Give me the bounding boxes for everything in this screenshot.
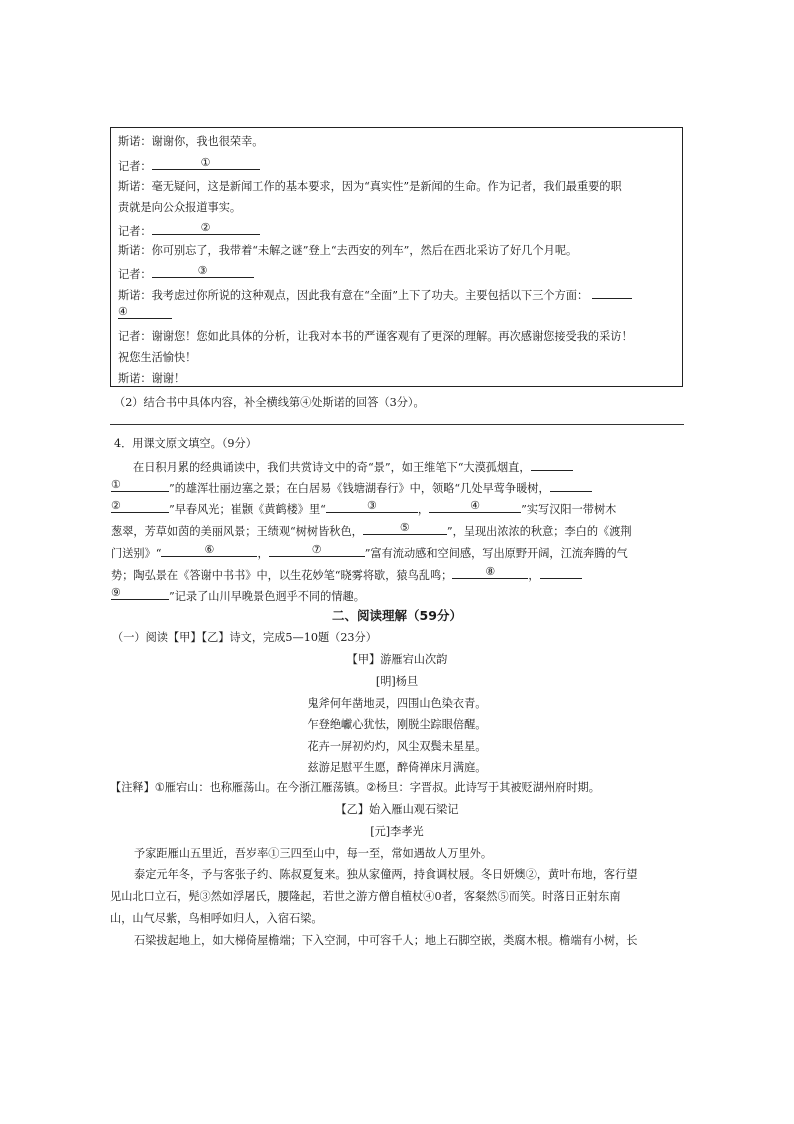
reading-instructions: （一）阅读【甲】【乙】诗文，完成5—10题（23分） xyxy=(112,631,377,644)
question-3-2: （2）结合书中具体内容，补全横线第④处斯诺的回答（3分）。 xyxy=(114,396,425,409)
essay-paragraph: 泰定元年冬，予与客张子约、陈叔夏复来。独从家僮两，持食调杖屐。冬日妍燠②，黄叶布地，客行望 xyxy=(134,868,638,881)
q4-text: ， xyxy=(417,503,430,516)
q4-text: 葱翠，芳草如茵的美丽风景；王绩观“树树皆秋色， xyxy=(111,525,363,538)
essay-paragraph-cont: 见山北口立石，髡③然如浮屠氏，腰隆起，若世之游方僧自植杖④0者，客粲然⑤而笑。时落日正射东南 xyxy=(110,890,621,903)
q4-line-5 xyxy=(111,545,628,561)
answer-blank-4a[interactable] xyxy=(592,287,632,299)
fill-blank-6[interactable] xyxy=(161,545,257,557)
blank-number: ① xyxy=(111,478,121,491)
interview-line-9 xyxy=(118,307,172,323)
fill-blank-5[interactable] xyxy=(363,523,447,535)
blank-number: ⑨ xyxy=(111,586,121,599)
q4-text: ”的雄浑壮丽边塞之景；在白居易《钱塘湖春行》中，领略“几处早莺争暖树， xyxy=(169,482,550,495)
interview-line-6: 斯诺：你可别忘了，我带着“未解之谜”登上“去西安的列车”，然后在西北采访了好几个月呢。 xyxy=(118,244,578,257)
answer-blank-1[interactable] xyxy=(152,158,260,170)
interview-speaker: 记者： xyxy=(118,225,152,238)
q4-text: 门送别》“ xyxy=(111,547,162,560)
q4-text: 势；陶弘景在《答谢中书书》中，以生花妙笔“晓雾将歇，猿鸟乱鸣； xyxy=(111,569,453,582)
interview-speaker: 记者： xyxy=(118,268,152,281)
q4-line-4 xyxy=(111,523,632,539)
interview-speaker: 记者： xyxy=(118,160,152,173)
q4-text: ， xyxy=(528,569,540,582)
interview-line-4: 责就是向公众报道事实。 xyxy=(118,201,242,214)
poem-line: 乍登绝巘心犹怯，刚脱尘踪眼倍醒。 xyxy=(307,718,487,731)
q4-line-7 xyxy=(111,588,365,604)
blank-number: ② xyxy=(200,221,211,234)
poem-author: [明]杨旦 xyxy=(375,675,419,688)
fill-blank-7[interactable] xyxy=(269,545,365,557)
poem-annotation: 【注释】①雁宕山：也称雁荡山。在今浙江雁荡镇。②杨旦：字晋叔。此诗写于其被贬湖州府时期。 xyxy=(110,782,600,794)
interview-text: 斯诺：我考虑过你所说的这种观点，因此我有意在“全面”上下了功夫。主要包括以下三个方面： xyxy=(118,289,589,302)
q4-line-2 xyxy=(111,480,592,496)
interview-line-1: 斯诺：谢谢你，我也很荣幸。 xyxy=(118,135,264,148)
blank-number: ⑧ xyxy=(485,565,496,578)
blank-number: ④ xyxy=(470,499,481,512)
fill-blank-3[interactable] xyxy=(326,501,418,513)
answer-blank-2[interactable] xyxy=(152,223,260,235)
fill-blank-4[interactable] xyxy=(429,501,521,513)
essay-paragraph: 石梁拔起地上，如大梯倚屋檐端；下入空洞，中可容千人；地上石脚空嵌，类腐木根。檐端有小树，长 xyxy=(134,934,638,947)
blank-number: ④ xyxy=(118,305,128,318)
interview-line-5 xyxy=(118,223,260,239)
interview-line-8 xyxy=(118,287,632,303)
poem-line: 兹游足慰平生愿，醉倚禅床月满庭。 xyxy=(307,761,487,774)
essay-paragraph-cont: 山，山气尽紫，鸟相呼如归人，入宿石梁。 xyxy=(110,912,323,925)
interview-line-10: 记者：谢谢您！您如此具体的分析，让我对本书的严谨客观有了更深的理解。再次感谢您接受我的采访！ xyxy=(118,330,633,343)
q4-text: ”实写汉阳一带树木 xyxy=(521,503,617,516)
q4-text: ”，呈现出浓浓的秋意；李白的《渡荆 xyxy=(446,525,632,538)
fill-blank-2b[interactable] xyxy=(111,501,169,513)
blank-number: ③ xyxy=(366,499,377,512)
interview-line-3: 斯诺：毫无疑问，这是新闻工作的基本要求，因为“真实性”是新闻的生命。作为记者，我们最重要的职 xyxy=(118,180,622,193)
section-title: 二、阅读理解（59分） xyxy=(332,608,462,623)
q4-text: ”记录了山川早晚景色迥乎不同的情趣。 xyxy=(169,590,365,603)
answer-blank-4b[interactable] xyxy=(118,307,172,319)
q4-text: ， xyxy=(257,547,269,560)
fill-blank-8[interactable] xyxy=(452,567,528,579)
fill-blank-9a[interactable] xyxy=(540,567,582,579)
fill-blank-2a[interactable] xyxy=(550,480,592,492)
q4-line-1 xyxy=(133,459,573,475)
poem-line: 鬼斧何年凿地灵，四围山色染衣青。 xyxy=(307,697,487,710)
interview-line-12: 斯诺：谢谢！ xyxy=(118,372,186,385)
fill-blank-9b[interactable] xyxy=(111,588,169,600)
q4-text: ”富有流动感和空间感，写出原野开阔，江流奔腾的气 xyxy=(364,547,628,560)
answer-blank-3[interactable] xyxy=(152,266,254,278)
essay-author: [元]李孝光 xyxy=(370,825,424,838)
question-4-title: 4．用课文原文填空。（9分） xyxy=(114,437,257,450)
interview-line-7 xyxy=(118,266,254,282)
blank-number: ⑤ xyxy=(399,521,410,534)
blank-number: ⑦ xyxy=(311,543,322,556)
essay-paragraph: 予家距雁山五里近，吾岁率①三四至山中，每一至，常如遇故人万里外。 xyxy=(134,847,493,860)
essay-title: 【乙】始入雁山观石梁记 xyxy=(335,803,459,816)
q4-text: 在日积月累的经典诵读中，我们共赏诗文中的奇“景”，如王维笔下“大漠孤烟直， xyxy=(133,461,531,474)
q4-line-6 xyxy=(111,567,582,583)
interview-line-11: 祝您生活愉快！ xyxy=(118,351,197,364)
divider xyxy=(110,424,684,425)
poem-line: 花卉一屏初灼灼，风尘双鬓未星星。 xyxy=(307,740,487,753)
fill-blank-1b[interactable] xyxy=(111,480,169,492)
blank-number: ② xyxy=(111,499,121,512)
q4-text: ”早春风光；崔颢《黄鹤楼》里“ xyxy=(169,503,326,516)
blank-number: ⑥ xyxy=(204,543,215,556)
interview-line-2 xyxy=(118,158,260,174)
poem-title: 【甲】游雁宕山次韵 xyxy=(346,653,448,666)
fill-blank-1a[interactable] xyxy=(531,459,573,471)
blank-number: ① xyxy=(200,156,211,169)
q4-line-3 xyxy=(111,501,616,517)
blank-number: ③ xyxy=(197,264,208,277)
